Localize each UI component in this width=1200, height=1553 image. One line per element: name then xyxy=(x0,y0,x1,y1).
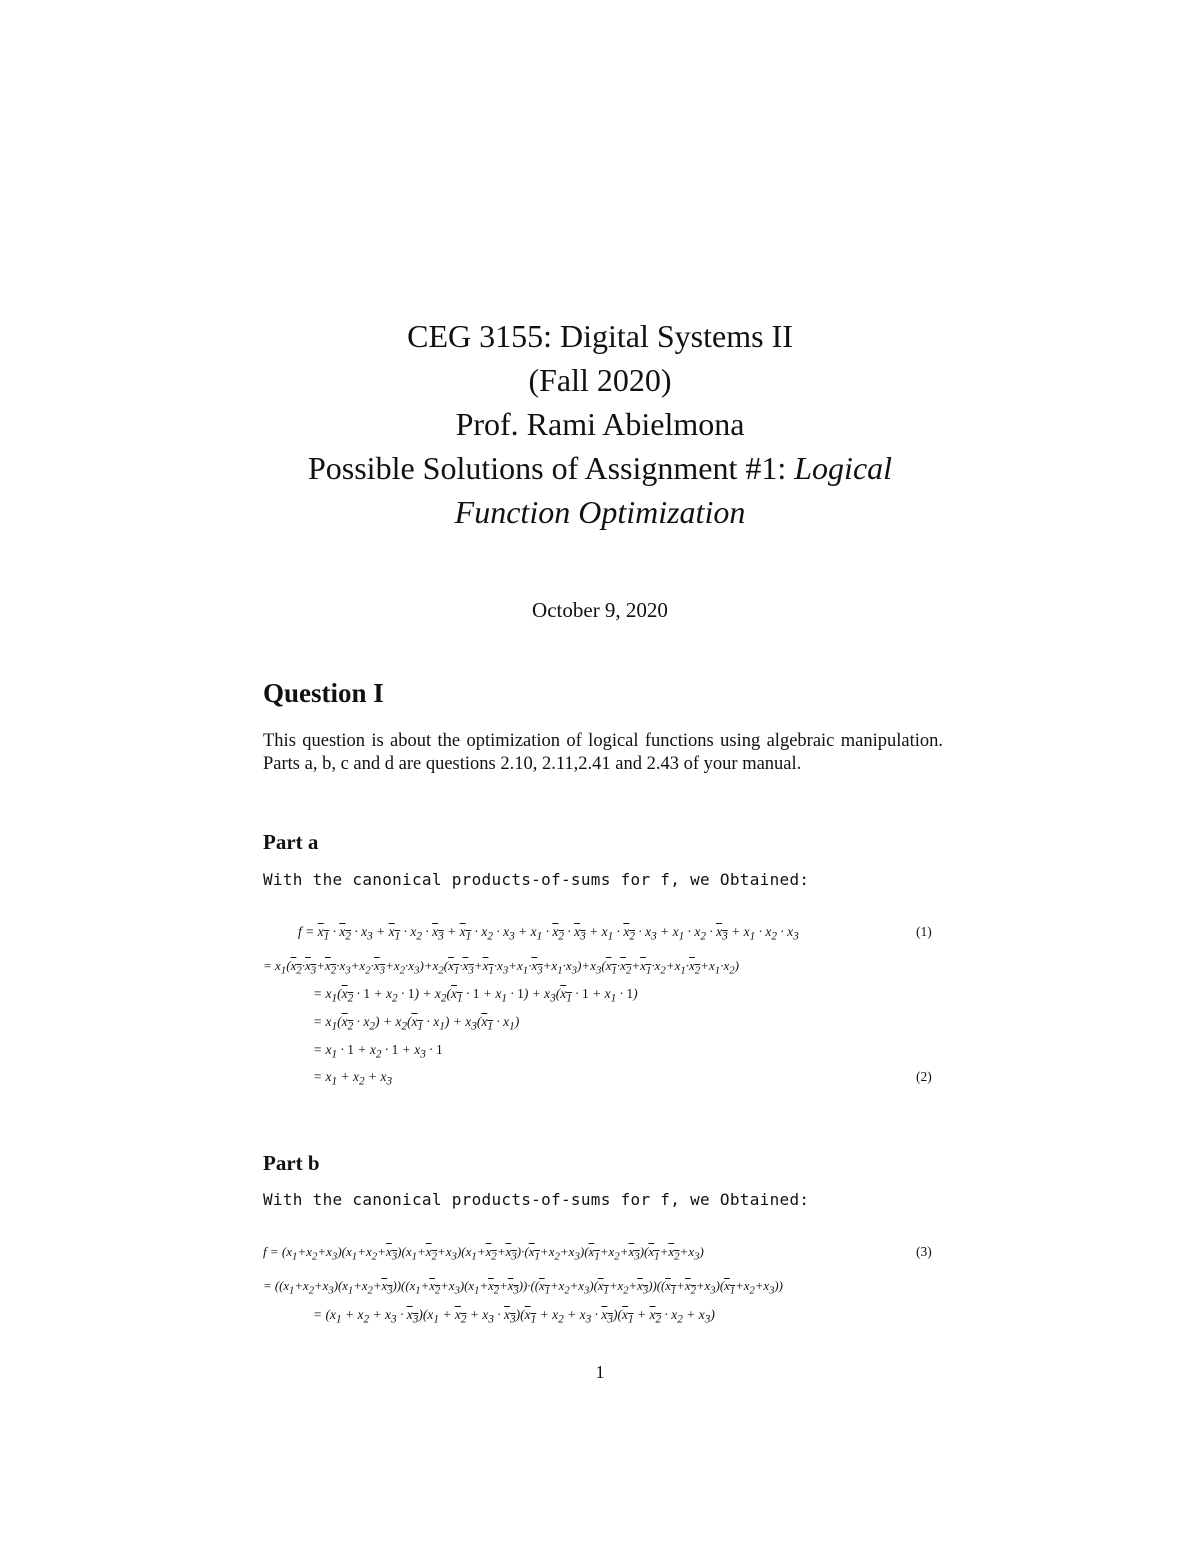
equation-part-a-line-4: = $x_1(x_2 \cdot x_2) + x_2(x_1 \cdot x_1) + x_3(x_1 \cdot x_1)$ xyxy=(313,1014,520,1033)
assignment-title: Possible Solutions of Assignment #1: Logical xyxy=(307,450,893,486)
equation-number-2: (2) xyxy=(916,1069,932,1084)
equation-part-a-line-1: $f = x_1 \cdot x_2 \cdot x_3 + x_1 \cdot x_2 \cdot x_3 + x_1 \cdot x_2 \cdot x_3 + x_1 \cdot x_2 \cdot x_3 + x_1 \cdot x_2 \cdot x_3 + x_1 \cdot x_2 \cdot x_3 + x_1 \cdot x_2 \cdot x_3$ xyxy=(298,924,799,943)
professor: Prof. Rami Abielmona xyxy=(455,406,745,442)
equation-part-b-line-3: = $(x_1 + x_2 + x_3 \cdot x_3)(x_1 + x_2 + x_3 \cdot x_3)(x_1 + x_2 + x_3 \cdot x_3)(x_1 + x_2 \cdot x_2 + x_3)$ xyxy=(313,1307,715,1326)
equation-part-a-line-2: = $x_1(x_2\cdot x_3+x_2\cdot x_3+x_2\cdot x_3+x_2\cdot x_3)+x_2(x_1\cdot x_3+x_1\cdot x_3+x_1\cdot x_3+x_1\cdot x_3)+x_3(x_1\cdot x_2+x_1\cdot x_2+x_1\cdot x_2+x_1\cdot x_2)$ xyxy=(263,958,739,977)
page-number: 1 xyxy=(595,1362,605,1382)
equation-part-a-line-6: = $x_1 + x_2 + x_3$ xyxy=(313,1069,393,1088)
part-b-heading: Part b xyxy=(263,1151,320,1175)
equation-part-b-line-1: $f = (x_1+x_2+x_3)(x_1+x_2+x_3)(x_1+x_2+x_3)(x_1+x_2+x_3)\cdot(x_1+x_2+x_3)(x_1+x_2+x_3)(x_1+x_2+x_3)$ xyxy=(263,1244,704,1263)
question-intro: This question is about the optimization of logical functions using algebraic manipulation. Parts a, b, c and d are questions 2.10, 2.11,2.41 and 2.43 of your manual. xyxy=(263,731,943,774)
assignment-subtitle: Function Optimization xyxy=(454,494,746,530)
document-date: October 9, 2020 xyxy=(532,598,668,622)
question-heading: Question I xyxy=(263,678,384,708)
equation-number-1: (1) xyxy=(916,924,932,939)
part-b-lead: With the canonical products-of-sums for f, we Obtained: xyxy=(263,1190,810,1209)
term: (Fall 2020) xyxy=(528,362,672,398)
equation-number-3: (3) xyxy=(916,1244,932,1259)
part-a-heading: Part a xyxy=(263,830,319,854)
equation-part-b-line-2: = $((x_1+x_2+x_3)(x_1+x_2+x_3))((x_1+x_2+x_3)(x_1+x_2+x_3))\cdot((x_1+x_2+x_3)(x_1+x_2+x_3))((x_1+x_2+x_3)(x_1+x_2+x_3))$ xyxy=(263,1279,783,1297)
equation-part-a-line-3: = $x_1(x_2 \cdot 1 + x_2 \cdot 1) + x_2(x_1 \cdot 1 + x_1 \cdot 1) + x_3(x_1 \cdot 1 + x_1 \cdot 1)$ xyxy=(313,986,638,1005)
part-a-lead: With the canonical products-of-sums for f, we Obtained: xyxy=(263,870,810,889)
course-title: CEG 3155: Digital Systems II xyxy=(407,318,793,354)
equation-part-a-line-5: = $x_1 \cdot 1 + x_2 \cdot 1 + x_3 \cdot 1$ xyxy=(313,1042,443,1061)
document-title xyxy=(0,314,1200,534)
